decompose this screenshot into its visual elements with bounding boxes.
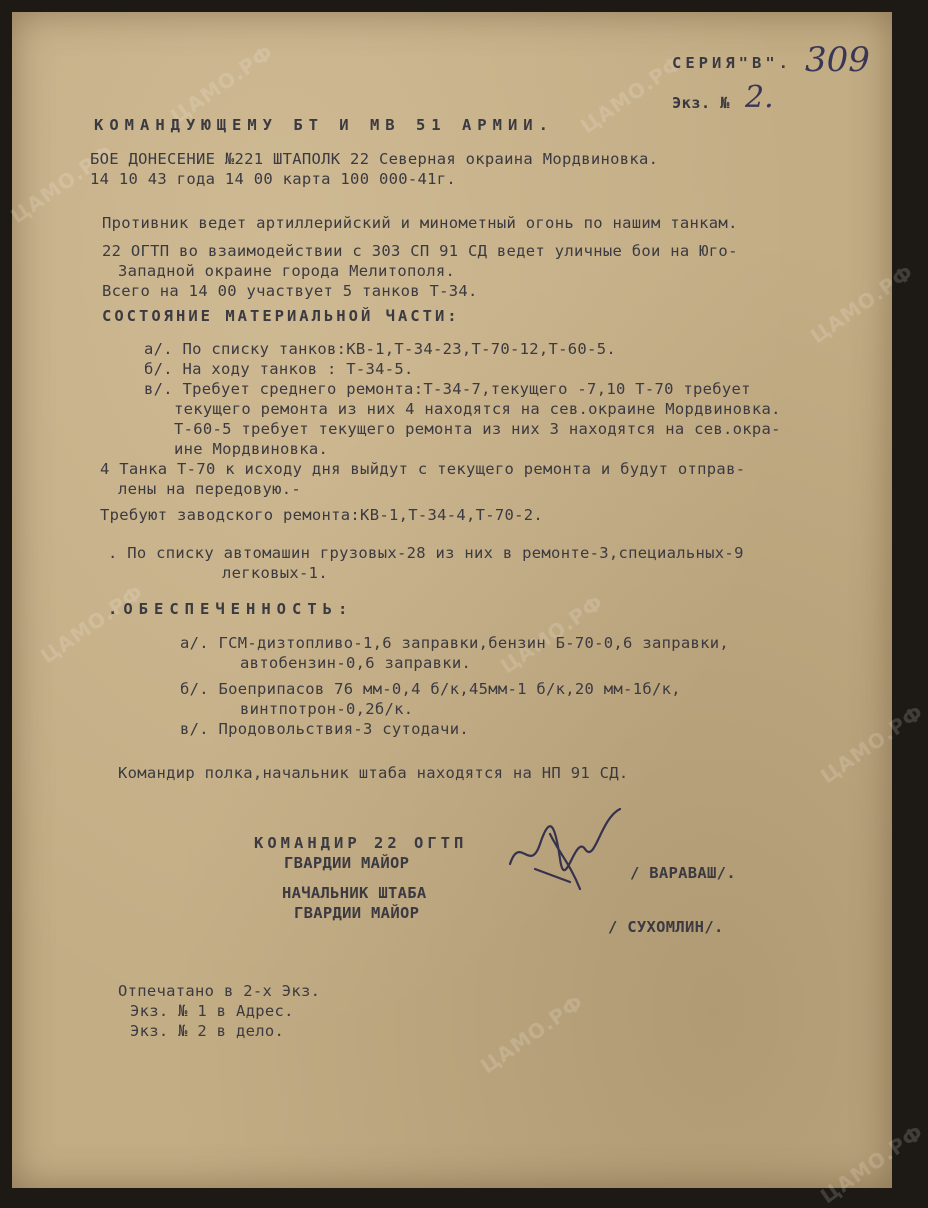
equipment-item-v-2: текущего ремонта из них 4 находятся на сев.окраине Мордвиновка.	[174, 400, 781, 418]
report-line-2: 14 10 43 года 14 00 карта 100 000-41г.	[90, 170, 457, 188]
footer-copy-1: Экз. № 1 в Адрес.	[130, 1002, 294, 1020]
watermark: ЦАМО.РФ	[805, 259, 919, 349]
footer-copies: Отпечатано в 2-х Экз.	[118, 982, 321, 1000]
document-sheet	[5, 12, 928, 1208]
commander-signature	[500, 804, 630, 894]
chief-of-staff-rank: ГВАРДИИ МАЙОР	[294, 904, 420, 922]
paragraph-repair-2: лены на передовую.-	[118, 480, 302, 498]
watermark: ЦАМО.РФ	[5, 139, 119, 229]
supply-item-b-1: б/. Боеприпасов 76 мм-0,4 б/к,45мм-1 б/к,20 мм-1б/к,	[180, 680, 681, 698]
addressee: КОМАНДУЮЩЕМУ БТ И МВ 51 АРМИИ.	[94, 116, 554, 134]
series-label: СЕРИЯ"В".	[672, 54, 792, 72]
paragraph-repair-1: 4 Танка Т-70 к исходу дня выйдут с текущего ремонта и будут отправ-	[100, 460, 746, 478]
equipment-item-b: б/. На ходу танков : Т-34-5.	[144, 360, 414, 378]
paragraph-fight-2: Западной окраине города Мелитополя.	[118, 262, 456, 280]
footer-copy-2: Экз. № 2 в дело.	[130, 1022, 285, 1040]
series-number-handwritten: 309	[805, 40, 870, 80]
paragraph-command-location: Командир полка,начальник штаба находятся на НП 91 СД.	[118, 764, 629, 782]
chief-of-staff-name: / СУХОМЛИН/.	[608, 918, 724, 936]
watermark: ЦАМО.РФ	[475, 989, 589, 1079]
chief-of-staff-title: НАЧАЛЬНИК ШТАБА	[282, 884, 427, 902]
supply-item-b-2: винтпотрон-0,2б/к.	[240, 700, 414, 718]
watermark: ЦАМО.РФ	[495, 589, 609, 679]
watermark: ЦАМО.РФ	[815, 1119, 928, 1208]
commander-title: КОМАНДИР 22 ОГТП	[254, 834, 468, 852]
copy-number-handwritten: 2.	[745, 80, 774, 115]
paragraph-vehicles-1: . По списку автомашин грузовых-28 из них в ремонте-3,специальных-9	[108, 544, 744, 562]
commander-rank: ГВАРДИИ МАЙОР	[284, 854, 410, 872]
section-equipment-heading: СОСТОЯНИЕ МАТЕРИАЛЬНОЙ ЧАСТИ:	[102, 307, 460, 325]
report-line-1: БОЕ ДОНЕСЕНИЕ №221 ШТАПОЛК 22 Северная окраина Мордвиновка.	[90, 150, 659, 168]
copy-label: Экз. №	[672, 94, 730, 112]
watermark: ЦАМО.РФ	[165, 39, 279, 129]
supply-item-a-1: а/. ГСМ-дизтопливо-1,6 заправки,бензин Б-70-0,6 заправки,	[180, 634, 730, 652]
equipment-item-a: а/. По списку танков:КВ-1,Т-34-23,Т-70-12,Т-60-5.	[144, 340, 616, 358]
paragraph-vehicles-2: легковых-1.	[222, 564, 328, 582]
equipment-item-v-3: Т-60-5 требует текущего ремонта из них 3 находятся на сев.окра-	[174, 420, 781, 438]
commander-name: / ВАРАВАШ/.	[630, 864, 736, 882]
equipment-item-v-4: ине Мордвиновка.	[174, 440, 329, 458]
watermark: ЦАМО.РФ	[575, 49, 689, 139]
watermark: ЦАМО.РФ	[815, 699, 928, 789]
paragraph-tanks: Всего на 14 00 участвует 5 танков Т-34.	[102, 282, 478, 300]
watermark: ЦАМО.РФ	[35, 579, 149, 669]
paragraph-factory-repair: Требуют заводского ремонта:КВ-1,Т-34-4,Т-70-2.	[100, 506, 544, 524]
equipment-item-v-1: в/. Требует среднего ремонта:Т-34-7,текущего -7,10 Т-70 требует	[144, 380, 751, 398]
supply-item-v: в/. Продовольствия-3 сутодачи.	[180, 720, 469, 738]
section-supply-heading: .ОБЕСПЕЧЕННОСТЬ:	[108, 600, 354, 618]
supply-item-a-2: автобензин-0,6 заправки.	[240, 654, 472, 672]
paragraph-enemy: Противник ведет артиллерийский и минометный огонь по нашим танкам.	[102, 214, 738, 232]
paragraph-fight-1: 22 ОГТП во взаимодействии с 303 СП 91 СД ведет уличные бои на Юго-	[102, 242, 738, 260]
